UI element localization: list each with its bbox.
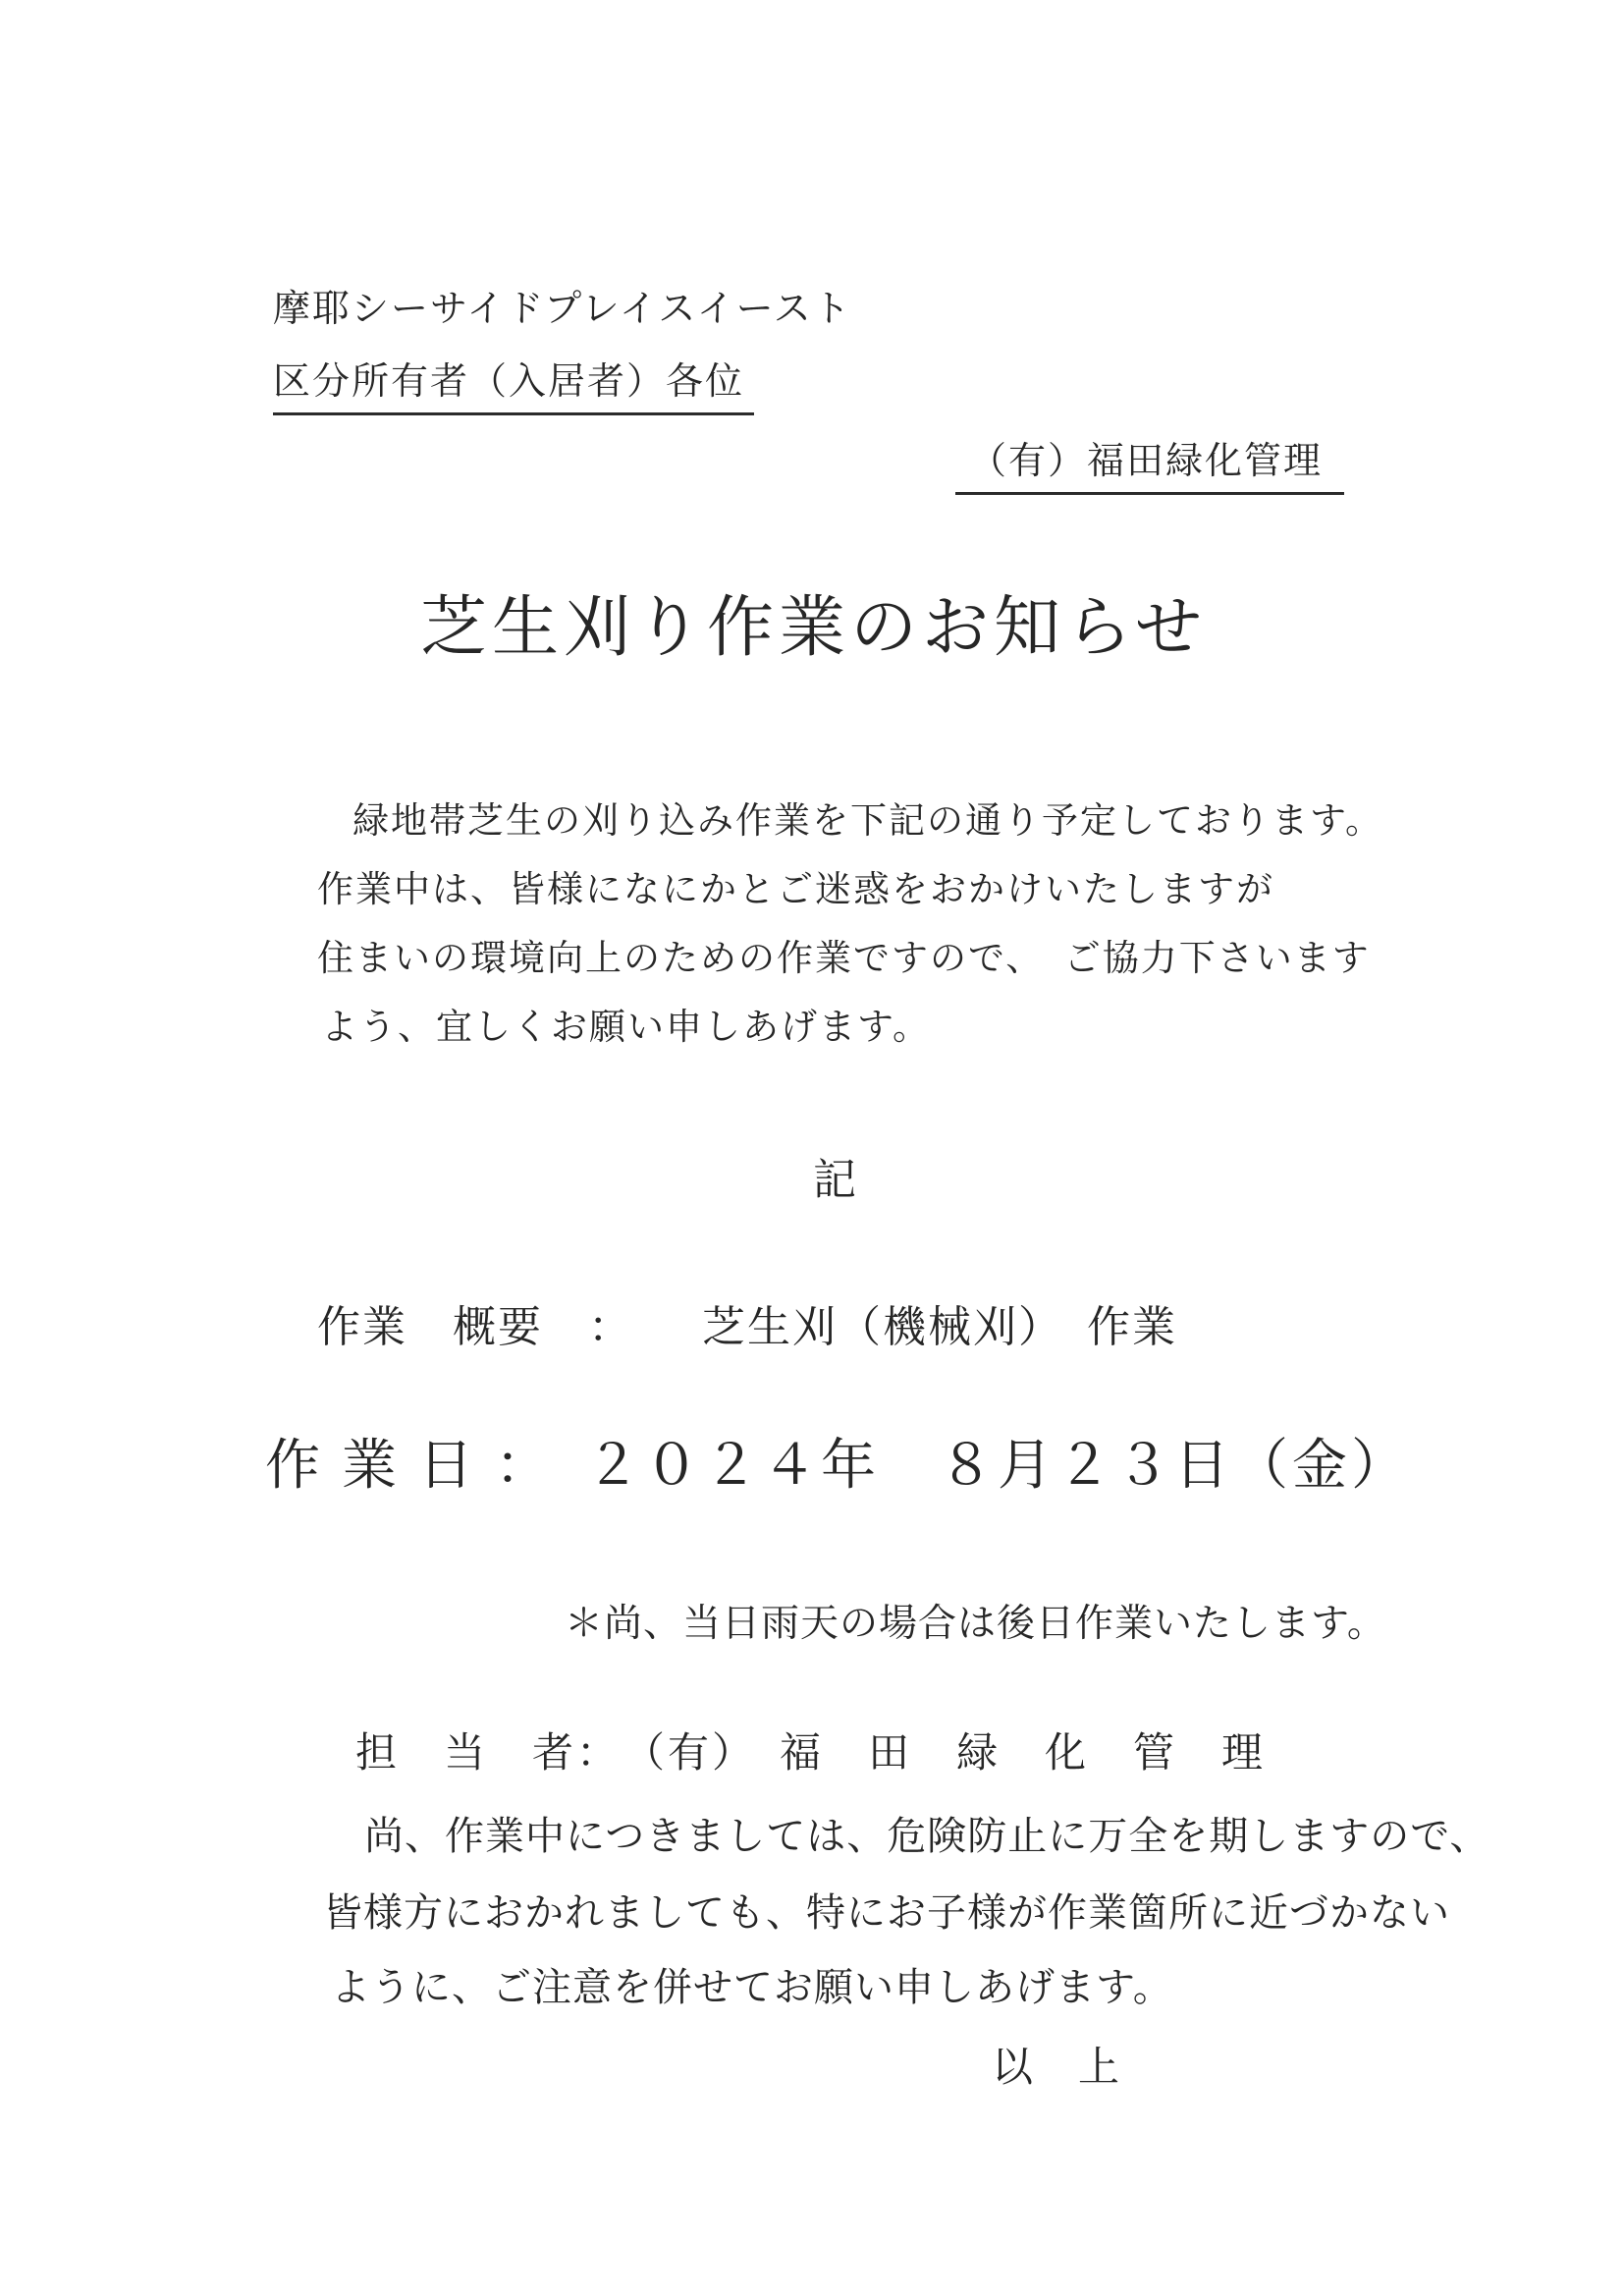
greeting-line-1: 緑地帯芝生の刈り込み作業を下記の通り予定しております。	[352, 801, 1384, 842]
work-date-line: 作 業 日 ： ２０２４年 ８月２３日（金）	[265, 1436, 1410, 1497]
greeting-line-4: よう、宜しくお願い申しあげます。	[321, 1008, 932, 1048]
rain-note: ＊尚、当日雨天の場合は後日作業いたします。	[565, 1603, 1386, 1645]
addressee-line: 区分所有者（入居者）各位	[273, 351, 754, 415]
sender-company: （有）福田緑化管理	[955, 430, 1344, 495]
greeting-line-3: 住まいの環境向上のための作業ですので、 ご協力下さいます	[317, 939, 1371, 979]
page-title: 芝生刈り作業のお知らせ	[420, 590, 1207, 665]
building-name: 摩耶シーサイドプレイスイースト	[273, 289, 852, 330]
greeting-line-2: 作業中は、皆様になにかとご迷惑をおかけいたしますが	[317, 870, 1274, 910]
caution-line-3: ように、ご注意を併せてお願い申しあげます。	[331, 1965, 1173, 2009]
work-summary-line: 作業 概要 ： 芝生刈（機械刈） 作業	[317, 1303, 1177, 1351]
caution-line-2: 皆様方におかれましても、特にお子様が作業箇所に近づかない	[323, 1890, 1450, 1935]
contact-person-line: 担 当 者： （有） 福 田 緑 化 管 理	[355, 1731, 1267, 1777]
closing-mark: 以 上	[992, 2046, 1122, 2091]
caution-line-1: 尚、作業中につきましては、危険防止に万全を期しますので、	[364, 1814, 1490, 1858]
record-marker: 記	[813, 1156, 858, 1204]
